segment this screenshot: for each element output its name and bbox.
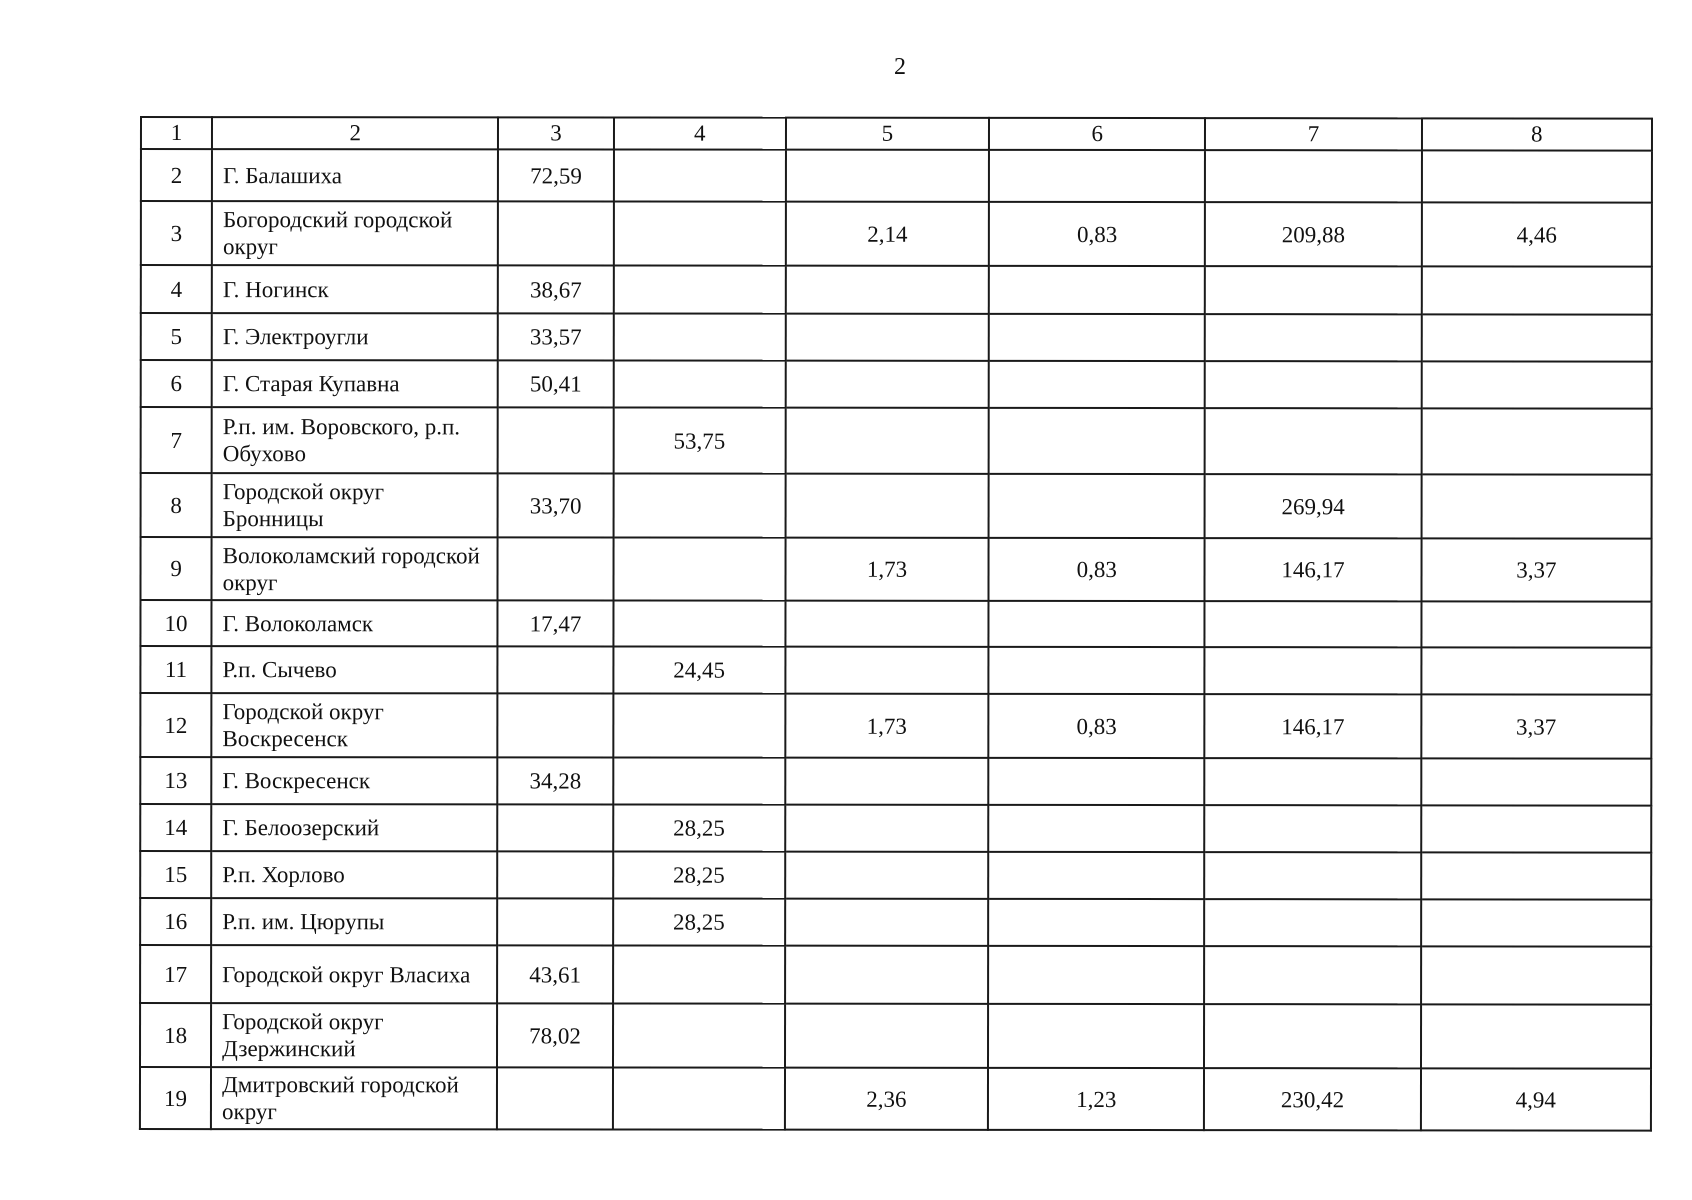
- municipality-name-cell: Г. Воскресенск: [211, 757, 497, 804]
- value-cell: [1204, 946, 1420, 1004]
- value-cell: [1205, 150, 1421, 202]
- value-cell: [614, 149, 786, 201]
- value-cell: [1205, 647, 1421, 694]
- value-cell: [613, 265, 785, 313]
- table-row: [140, 757, 1651, 806]
- value-cell: [613, 473, 785, 537]
- value-cell: 230,42: [1204, 1068, 1420, 1130]
- value-cell: [1421, 361, 1651, 408]
- value-cell: [785, 946, 988, 1004]
- value-cell: 1,73: [785, 538, 988, 601]
- row-number-cell: 15: [140, 851, 211, 898]
- row-number-cell: 10: [140, 600, 211, 646]
- value-cell: 28,25: [613, 851, 785, 898]
- value-cell: [785, 758, 988, 805]
- value-cell: [785, 474, 988, 538]
- value-cell: [785, 1004, 988, 1068]
- value-cell: [498, 537, 613, 600]
- value-cell: [785, 899, 988, 946]
- value-cell: 38,67: [498, 265, 613, 313]
- municipality-name-cell: Г. Балашиха: [212, 149, 498, 201]
- table-row: [141, 360, 1652, 409]
- table-row: [141, 149, 1652, 203]
- row-number-cell: 11: [140, 646, 211, 693]
- table-row: [141, 201, 1652, 267]
- table-row: [140, 1067, 1651, 1131]
- municipality-name-cell: Дмитровский городской округ: [211, 1067, 497, 1129]
- row-number-cell: 18: [140, 1003, 211, 1067]
- value-cell: [989, 266, 1205, 314]
- value-cell: [989, 408, 1205, 474]
- table-row: [140, 537, 1651, 602]
- header-cell: 2: [212, 117, 498, 149]
- value-cell: 4,46: [1421, 202, 1651, 266]
- value-cell: 3,37: [1421, 538, 1651, 601]
- value-cell: [1421, 266, 1651, 314]
- row-number-cell: 5: [141, 313, 212, 360]
- value-cell: 209,88: [1205, 202, 1421, 266]
- municipality-name-cell: Городской округ Бронницы: [212, 473, 498, 537]
- value-cell: [498, 646, 613, 693]
- municipality-name-cell: Р.п. им. Воровского, р.п. Обухово: [212, 407, 498, 473]
- row-number-cell: 8: [141, 473, 212, 537]
- value-cell: [786, 266, 989, 314]
- page-number: 2: [894, 54, 906, 80]
- value-cell: [1205, 408, 1421, 474]
- municipality-name-cell: Р.п. им. Цюрупы: [211, 898, 497, 945]
- value-cell: [498, 693, 613, 757]
- value-cell: [989, 150, 1205, 202]
- table-row: [140, 898, 1651, 947]
- header-cell: 3: [498, 117, 613, 149]
- value-cell: [989, 474, 1205, 538]
- value-cell: 2,36: [785, 1068, 988, 1130]
- value-cell: 50,41: [498, 360, 613, 407]
- row-number-cell: 2: [141, 149, 212, 201]
- value-cell: [989, 314, 1205, 361]
- row-number-cell: 12: [140, 693, 211, 757]
- value-cell: [1421, 899, 1651, 946]
- value-cell: 72,59: [498, 149, 613, 201]
- value-cell: [1205, 601, 1421, 647]
- value-cell: [613, 360, 785, 407]
- value-cell: [1421, 314, 1651, 361]
- value-cell: [1204, 1004, 1420, 1068]
- municipality-name-cell: Городской округ Дзержинский: [211, 1003, 497, 1067]
- row-number-cell: 6: [141, 360, 212, 407]
- row-number-cell: 19: [140, 1067, 211, 1129]
- municipality-name-cell: Г. Электроугли: [212, 313, 498, 360]
- value-cell: [613, 945, 785, 1003]
- table-row: [141, 407, 1652, 475]
- value-cell: [498, 898, 613, 945]
- value-cell: [1421, 601, 1651, 647]
- value-cell: [989, 601, 1205, 647]
- value-cell: [498, 407, 613, 473]
- value-cell: [1205, 361, 1421, 408]
- value-cell: [1422, 150, 1652, 202]
- table-row: [141, 313, 1652, 362]
- table-row: [140, 693, 1651, 759]
- header-cell: 4: [614, 117, 786, 149]
- municipality-name-cell: Городской округ Воскресенск: [211, 693, 497, 757]
- row-number-cell: 17: [140, 945, 211, 1003]
- value-cell: [988, 758, 1204, 805]
- header-cell: 5: [786, 118, 989, 150]
- value-cell: [498, 804, 613, 851]
- value-cell: [988, 805, 1204, 852]
- value-cell: 1,73: [785, 694, 988, 758]
- value-cell: [1421, 1004, 1651, 1068]
- row-number-cell: 9: [140, 537, 211, 600]
- value-cell: [988, 899, 1204, 946]
- header-cell: 1: [141, 117, 212, 149]
- value-cell: 28,25: [613, 898, 785, 945]
- value-cell: 3,37: [1421, 694, 1651, 758]
- header-row: [141, 117, 1652, 151]
- value-cell: [785, 805, 988, 852]
- value-cell: [988, 946, 1204, 1004]
- row-number-cell: 16: [140, 898, 211, 945]
- table-row: [140, 600, 1651, 648]
- value-cell: 33,70: [498, 473, 613, 537]
- header-cell: 6: [989, 118, 1205, 150]
- municipality-name-cell: Г. Волоколамск: [212, 600, 498, 646]
- table-row: [140, 1003, 1651, 1069]
- municipality-name-cell: Городской округ Власиха: [211, 945, 497, 1003]
- table-row: [140, 646, 1651, 695]
- municipality-name-cell: Р.п. Хорлово: [211, 851, 497, 898]
- value-cell: [1421, 408, 1651, 474]
- value-cell: [497, 1067, 612, 1129]
- value-cell: [1421, 946, 1651, 1004]
- value-cell: [613, 537, 785, 600]
- table-row: [140, 945, 1651, 1005]
- value-cell: [785, 647, 988, 694]
- value-cell: [1205, 852, 1421, 899]
- value-cell: [1205, 805, 1421, 852]
- value-cell: [1421, 852, 1651, 899]
- value-cell: [988, 852, 1204, 899]
- value-cell: [613, 1067, 785, 1129]
- municipality-name-cell: Р.п. Сычево: [211, 646, 497, 693]
- value-cell: [1205, 758, 1421, 805]
- row-number-cell: 7: [141, 407, 212, 473]
- value-cell: 146,17: [1205, 538, 1421, 601]
- municipality-name-cell: Волоколамский городской округ: [212, 537, 498, 600]
- value-cell: [1421, 805, 1651, 852]
- value-cell: [1205, 314, 1421, 361]
- value-cell: 34,28: [498, 757, 613, 804]
- value-cell: [1205, 266, 1421, 314]
- value-cell: 146,17: [1205, 694, 1421, 758]
- value-cell: [498, 201, 613, 265]
- value-cell: [613, 693, 785, 757]
- value-cell: [613, 201, 785, 265]
- value-cell: 2,14: [786, 202, 989, 266]
- value-cell: [613, 757, 785, 804]
- table-row: [140, 851, 1651, 900]
- table-row: [141, 265, 1652, 315]
- header-cell: 8: [1422, 118, 1652, 150]
- row-number-cell: 13: [140, 757, 211, 804]
- row-number-cell: 4: [141, 265, 212, 313]
- value-cell: [786, 150, 989, 202]
- value-cell: [785, 852, 988, 899]
- value-cell: [498, 851, 613, 898]
- value-cell: 0,83: [988, 694, 1204, 758]
- value-cell: [785, 408, 988, 474]
- row-number-cell: 14: [140, 804, 211, 851]
- value-cell: 28,25: [613, 804, 785, 851]
- value-cell: [988, 1004, 1204, 1068]
- value-cell: [613, 1003, 785, 1067]
- municipality-name-cell: Г. Ногинск: [212, 265, 498, 313]
- municipality-name-cell: Богородский городской округ: [212, 201, 498, 265]
- value-cell: [613, 600, 785, 646]
- table-row: [141, 473, 1652, 539]
- value-cell: [786, 314, 989, 361]
- data-table: [139, 116, 1653, 1132]
- value-cell: [1421, 474, 1651, 538]
- value-cell: [786, 361, 989, 408]
- value-cell: [1205, 899, 1421, 946]
- municipality-name-cell: Г. Старая Купавна: [212, 360, 498, 407]
- value-cell: 0,83: [989, 538, 1205, 601]
- value-cell: [1421, 647, 1651, 694]
- value-cell: 17,47: [498, 600, 613, 646]
- value-cell: 43,61: [498, 945, 613, 1003]
- value-cell: 1,23: [988, 1068, 1204, 1130]
- value-cell: [988, 647, 1204, 694]
- value-cell: 0,83: [989, 202, 1205, 266]
- municipality-name-cell: Г. Белоозерский: [211, 804, 497, 851]
- value-cell: [785, 601, 988, 647]
- value-cell: [1421, 758, 1651, 805]
- value-cell: 24,45: [613, 646, 785, 693]
- table-row: [140, 804, 1651, 853]
- header-cell: 7: [1205, 118, 1421, 150]
- row-number-cell: 3: [141, 201, 212, 265]
- value-cell: 78,02: [497, 1003, 612, 1067]
- value-cell: 33,57: [498, 313, 613, 360]
- value-cell: [989, 361, 1205, 408]
- value-cell: [613, 313, 785, 360]
- value-cell: 269,94: [1205, 474, 1421, 538]
- value-cell: 53,75: [613, 407, 785, 473]
- value-cell: 4,94: [1421, 1068, 1651, 1130]
